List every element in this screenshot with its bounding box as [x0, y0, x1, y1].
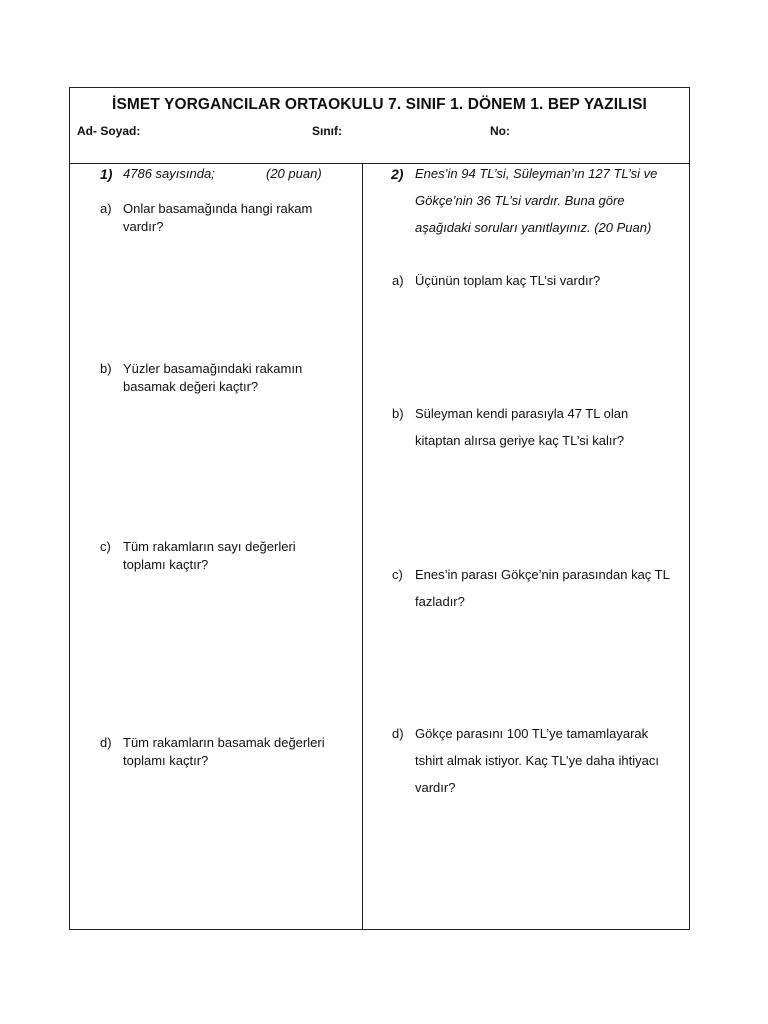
question-2-stem-line: Gökçe’nin 36 TL’si vardır. Buna göre — [415, 193, 625, 208]
column-divider — [362, 164, 363, 929]
question-1-number: 1) — [100, 166, 113, 182]
q1-item-d-text — [123, 734, 343, 770]
question-2-stem-line: aşağıdaki soruları yanıtlayınız. (20 Puan) — [415, 220, 652, 235]
q1-item-a-letter: a) — [100, 201, 112, 216]
q2-item-d-line: Gökçe parasını 100 TL’ye tamamlayarak — [415, 726, 649, 741]
q2-item-b-text — [415, 400, 628, 454]
q1-item-c-line: toplamı kaçtır? — [123, 557, 209, 572]
q1-item-b-text — [123, 360, 343, 396]
q1-item-d-line: toplamı kaçtır? — [123, 753, 209, 768]
name-label: Ad- Soyad: — [77, 124, 141, 138]
q1-item-a-text — [123, 200, 343, 236]
q1-item-c-line: Tüm rakamların sayı değerleri — [123, 539, 296, 554]
q2-item-d-line: tshirt almak istiyor. Kaç TL’ye daha ihtiyacı — [415, 753, 659, 768]
question-1-stem: 4786 sayısında; — [123, 166, 215, 181]
q2-item-c-letter: c) — [392, 567, 403, 582]
q2-item-c-line: fazladır? — [415, 594, 465, 609]
q1-item-c-text — [123, 538, 343, 574]
question-1-points: (20 puan) — [266, 166, 322, 181]
q2-item-d-line: vardır? — [415, 780, 456, 795]
q2-item-a-letter: a) — [392, 273, 404, 288]
q1-item-c-letter: c) — [100, 539, 111, 554]
question-2-number: 2) — [391, 166, 404, 182]
exam-sheet — [69, 87, 690, 930]
q1-item-a-line: Onlar basamağında hangi rakam — [123, 201, 313, 216]
q1-item-b-line: Yüzler basamağındaki rakamın — [123, 361, 303, 376]
q1-item-a-line: vardır? — [123, 219, 164, 234]
q1-item-b-letter: b) — [100, 361, 112, 376]
q2-item-b-line: Süleyman kendi parasıyla 47 TL olan — [415, 406, 629, 421]
question-2-stem — [415, 160, 657, 241]
q2-item-a-line: Üçünün toplam kaç TL’si vardır? — [415, 273, 601, 288]
q1-item-b-line: basamak değeri kaçtır? — [123, 379, 259, 394]
q2-item-b-letter: b) — [392, 406, 404, 421]
exam-title: İSMET YORGANCILAR ORTAOKULU 7. SINIF 1. DÖNEM 1. BEP YAZILISI — [112, 96, 647, 113]
q2-item-c-line: Enes’in parası Gökçe’nin parasından kaç TL — [415, 567, 670, 582]
q2-item-b-line: kitaptan alırsa geriye kaç TL’si kalır? — [415, 433, 625, 448]
q2-item-d-text — [415, 720, 659, 801]
question-2-stem-line: Enes’in 94 TL’si, Süleyman’ın 127 TL’si ve — [415, 166, 658, 181]
number-label: No: — [490, 124, 510, 138]
q1-item-d-line: Tüm rakamların basamak değerleri — [123, 735, 325, 750]
q2-item-a-text — [415, 272, 600, 290]
exam-header — [70, 88, 689, 164]
class-label: Sınıf: — [312, 124, 342, 138]
q1-item-d-letter: d) — [100, 735, 112, 750]
q2-item-c-text — [415, 561, 670, 615]
q2-item-d-letter: d) — [392, 726, 404, 741]
